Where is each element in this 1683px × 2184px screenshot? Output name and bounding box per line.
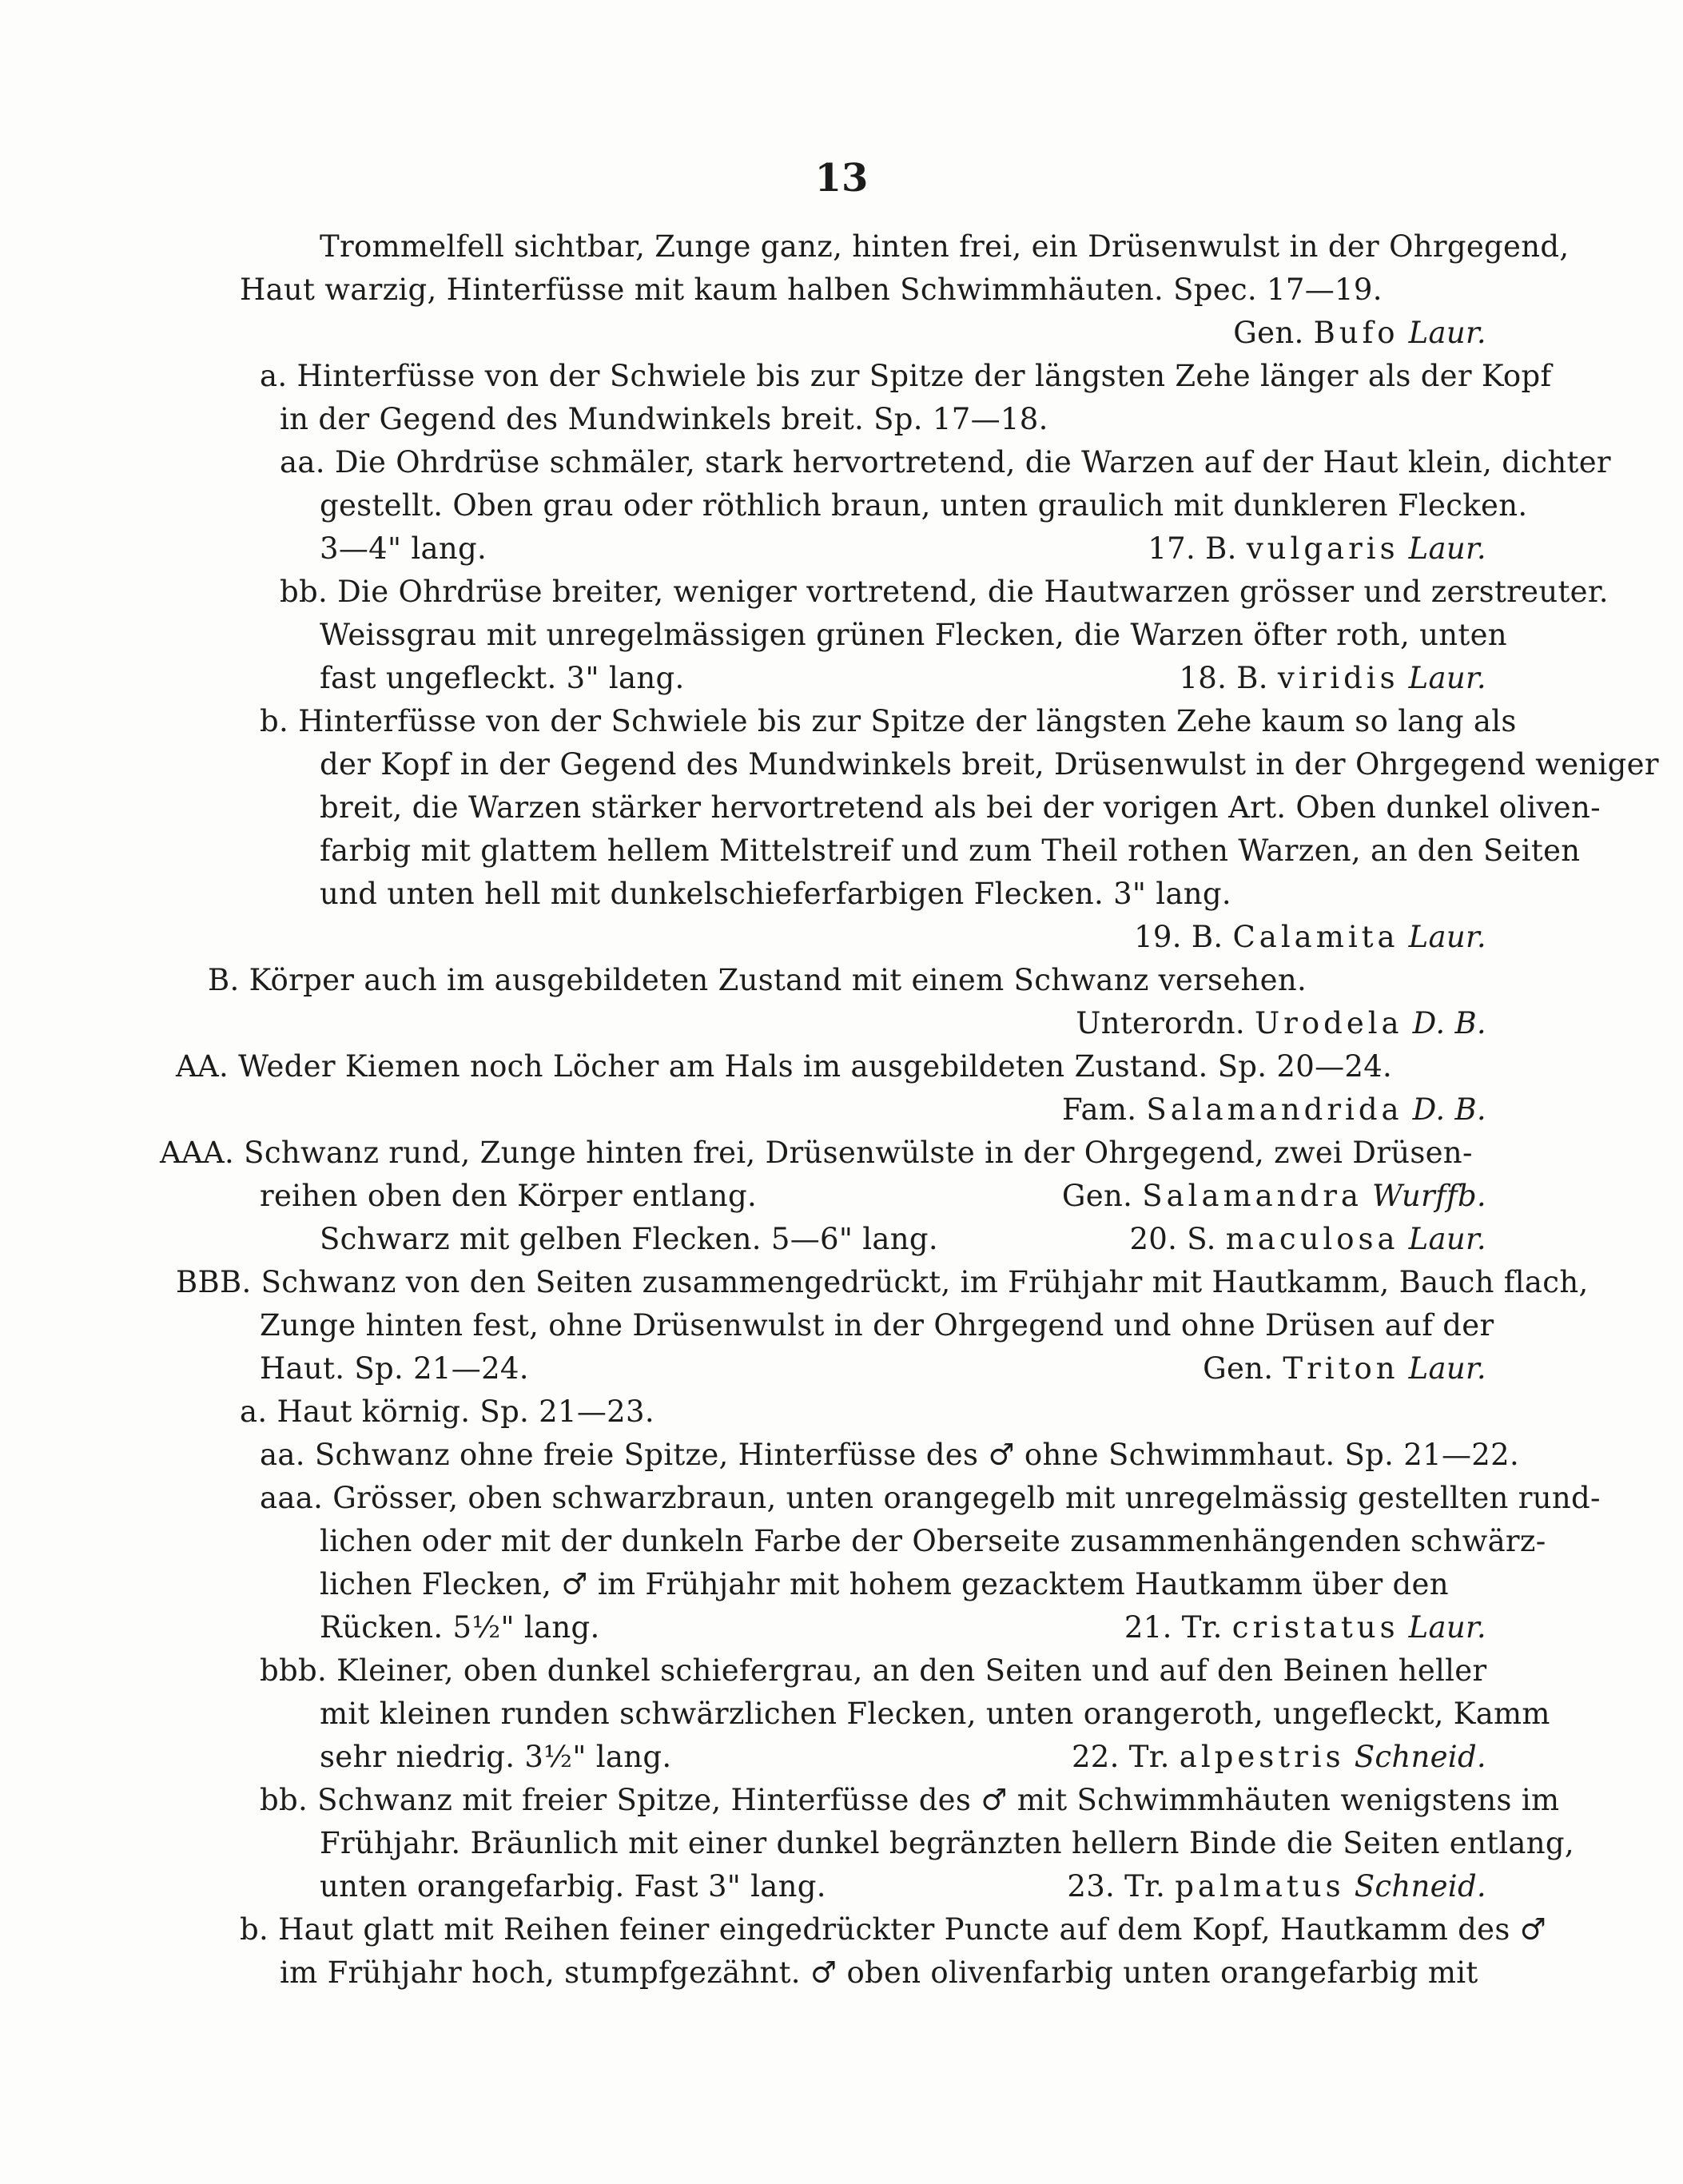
text-segment: 17. B. [1148, 531, 1247, 566]
text-segment [1062, 1175, 1486, 1218]
text-line: a. Hinterfüsse von der Schwiele bis zur Spitze der längsten Zehe länger als der Kopf [260, 359, 1552, 393]
text-segment: Gen. [1233, 316, 1314, 350]
taxon-name: maculosa [1225, 1222, 1399, 1256]
text-line: im Frühjahr hoch, stumpfgezähnt. ♂ oben olivenfarbig unten orangefarbig mit [280, 1955, 1478, 1990]
text-line: breit, die Warzen stärker hervortretend als bei der vorigen Art. Oben dunkel oliven- [320, 790, 1601, 825]
text-segment [1072, 1736, 1486, 1779]
text-line: aa. Die Ohrdrüse schmäler, stark hervortretend, die Warzen auf der Haut klein, dichter [280, 445, 1611, 479]
text-line: Weissgrau mit unregelmässigen grünen Flecken, die Warzen öfter roth, unten [320, 618, 1507, 652]
taxon-author: Schneid. [1354, 1869, 1486, 1904]
text-line: BBB. Schwanz von den Seiten zusammengedrückt, im Frühjahr mit Hautkamm, Bauch flach, [176, 1265, 1589, 1299]
taxon-author: D. B. [1412, 1006, 1486, 1040]
text-segment [1179, 657, 1486, 700]
species-line [240, 1606, 1486, 1649]
taxon-name: viridis [1277, 661, 1399, 695]
taxon-author: Laur. [1408, 1222, 1486, 1256]
text-line: bb. Die Ohrdrüse breiter, weniger vortretend, die Hautwarzen grösser und zerstreuter. [280, 575, 1609, 609]
text-segment [1124, 1606, 1486, 1649]
taxon-author: Wurffb. [1372, 1179, 1486, 1213]
text-line: Frühjahr. Bräunlich mit einer dunkel begränzten hellern Binde die Seiten entlang, [320, 1826, 1574, 1860]
text-line: der Kopf in der Gegend des Mundwinkels breit, Drüsenwulst in der Ohrgegend weniger [320, 747, 1659, 782]
taxon-author: Laur. [1408, 1610, 1486, 1645]
text-line: AAA. Schwanz rund, Zunge hinten frei, Drüsenwülste in der Ohrgegend, zwei Drüsen- [160, 1136, 1473, 1170]
text-segment [1148, 527, 1486, 571]
text-line: AA. Weder Kiemen noch Löcher am Hals im ausgebildeten Zustand. Sp. 20—24. [176, 1049, 1393, 1084]
text-line: b. Hinterfüsse von der Schwiele bis zur Spitze der längsten Zehe kaum so lang als [260, 704, 1517, 738]
species-line [240, 1736, 1486, 1779]
text-segment: Fam. [1062, 1092, 1147, 1127]
text-line: gestellt. Oben grau oder röthlich braun, unten graulich mit dunkleren Flecken. [320, 488, 1528, 523]
taxon-name: palmatus [1175, 1869, 1345, 1904]
taxon-author: Laur. [1408, 661, 1486, 695]
taxon-name: vulgaris [1246, 531, 1399, 566]
taxon-author: Laur. [1408, 316, 1486, 350]
text-line: und unten hell mit dunkelschieferfarbigen Flecken. 3" lang. [320, 877, 1231, 911]
text-segment: Haut. Sp. 21—24. [260, 1351, 529, 1386]
page-number: 13 [814, 156, 869, 201]
text-segment: 22. Tr. [1071, 1740, 1180, 1774]
family-heading [240, 1088, 1486, 1132]
species-line [240, 657, 1486, 700]
text-segment: Unterordn. [1076, 1006, 1255, 1040]
taxon-author: Schneid. [1354, 1740, 1486, 1774]
text-line: Zunge hinten fest, ohne Drüsenwulst in der Ohrgegend und ohne Drüsen auf der [260, 1308, 1494, 1343]
text-segment: 3—4" lang. [320, 531, 487, 566]
taxon-name: cristatus [1231, 1610, 1399, 1645]
text-line: a. Haut körnig. Sp. 21—23. [240, 1394, 654, 1429]
text-line: in der Gegend des Mundwinkels breit. Sp. 17—18. [280, 402, 1048, 436]
taxon-name: alpestris [1179, 1740, 1345, 1774]
species-line [240, 527, 1486, 571]
text-block [160, 225, 1659, 1995]
text-segment [1129, 1218, 1486, 1261]
taxon-name: Salamandrida [1146, 1092, 1403, 1127]
text-segment: unten orangefarbig. Fast 3" lang. [320, 1869, 826, 1904]
text-line: mit kleinen runden schwärzlichen Flecken, unten orangeroth, ungefleckt, Kamm [320, 1697, 1550, 1731]
text-line: Haut warzig, Hinterfüsse mit kaum halben Schwimmhäuten. Spec. 17—19. [240, 273, 1383, 307]
text-line: aaa. Grösser, oben schwarzbraun, unten orangegelb mit unregelmässig gestellten rund- [260, 1481, 1601, 1515]
genus-line [240, 1175, 1486, 1218]
taxon-author: Laur. [1408, 1351, 1486, 1386]
text-line: bbb. Kleiner, oben dunkel schiefergrau, an den Seiten und auf den Beinen heller [260, 1653, 1487, 1688]
genus-heading [240, 312, 1486, 355]
text-line: bb. Schwanz mit freier Spitze, Hinterfüsse des ♂ mit Schwimmhäuten wenigstens im [260, 1783, 1560, 1817]
text-segment: Schwarz mit gelben Flecken. 5—6" lang. [320, 1222, 938, 1256]
text-segment: 23. Tr. [1067, 1869, 1176, 1904]
text-segment: 18. B. [1179, 661, 1278, 695]
text-line: B. Körper auch im ausgebildeten Zustand mit einem Schwanz versehen. [208, 963, 1307, 997]
text-segment: fast ungefleckt. 3" lang. [320, 661, 685, 695]
taxon-name: Urodela [1254, 1006, 1403, 1040]
taxon-name: Salamandra [1142, 1179, 1363, 1213]
taxon-author: Laur. [1408, 531, 1486, 566]
text-segment: 21. Tr. [1124, 1610, 1232, 1645]
text-segment: Gen. [1203, 1351, 1283, 1386]
taxon-author: Laur. [1408, 920, 1486, 954]
order-heading [240, 1002, 1486, 1045]
taxon-name: Triton [1283, 1351, 1399, 1386]
text-segment: sehr niedrig. 3½" lang. [320, 1740, 672, 1774]
taxon-author: D. B. [1412, 1092, 1486, 1127]
text-segment: Rücken. 5½" lang. [320, 1610, 600, 1645]
text-line: lichen oder mit der dunkeln Farbe der Oberseite zusammenhängenden schwärz- [320, 1524, 1546, 1558]
text-line: farbig mit glattem hellem Mittelstreif und zum Theil rothen Warzen, an den Seiten [320, 833, 1581, 868]
species-line [240, 1865, 1486, 1908]
taxon-name: Bufo [1313, 316, 1399, 350]
text-segment: 19. B. [1134, 920, 1233, 954]
text-line: aa. Schwanz ohne freie Spitze, Hinterfüsse des ♂ ohne Schwimmhaut. Sp. 21—22. [260, 1438, 1520, 1472]
text-segment [1203, 1347, 1486, 1390]
text-segment: Gen. [1061, 1179, 1143, 1213]
text-line: b. Haut glatt mit Reihen feiner eingedrückter Puncte auf dem Kopf, Hautkamm des ♂ [240, 1912, 1547, 1947]
text-segment: reihen oben den Körper entlang. [260, 1179, 758, 1213]
text-segment [1067, 1865, 1486, 1908]
taxon-name: Calamita [1232, 920, 1399, 954]
text-segment: 20. S. [1129, 1222, 1226, 1256]
genus-line [240, 1347, 1486, 1390]
text-line: lichen Flecken, ♂ im Frühjahr mit hohem gezacktem Hautkamm über den [320, 1567, 1449, 1601]
species-line [240, 1218, 1486, 1261]
species-line [240, 916, 1486, 959]
text-line: Trommelfell sichtbar, Zunge ganz, hinten frei, ein Drüsenwulst in der Ohrgegend, [320, 229, 1570, 264]
